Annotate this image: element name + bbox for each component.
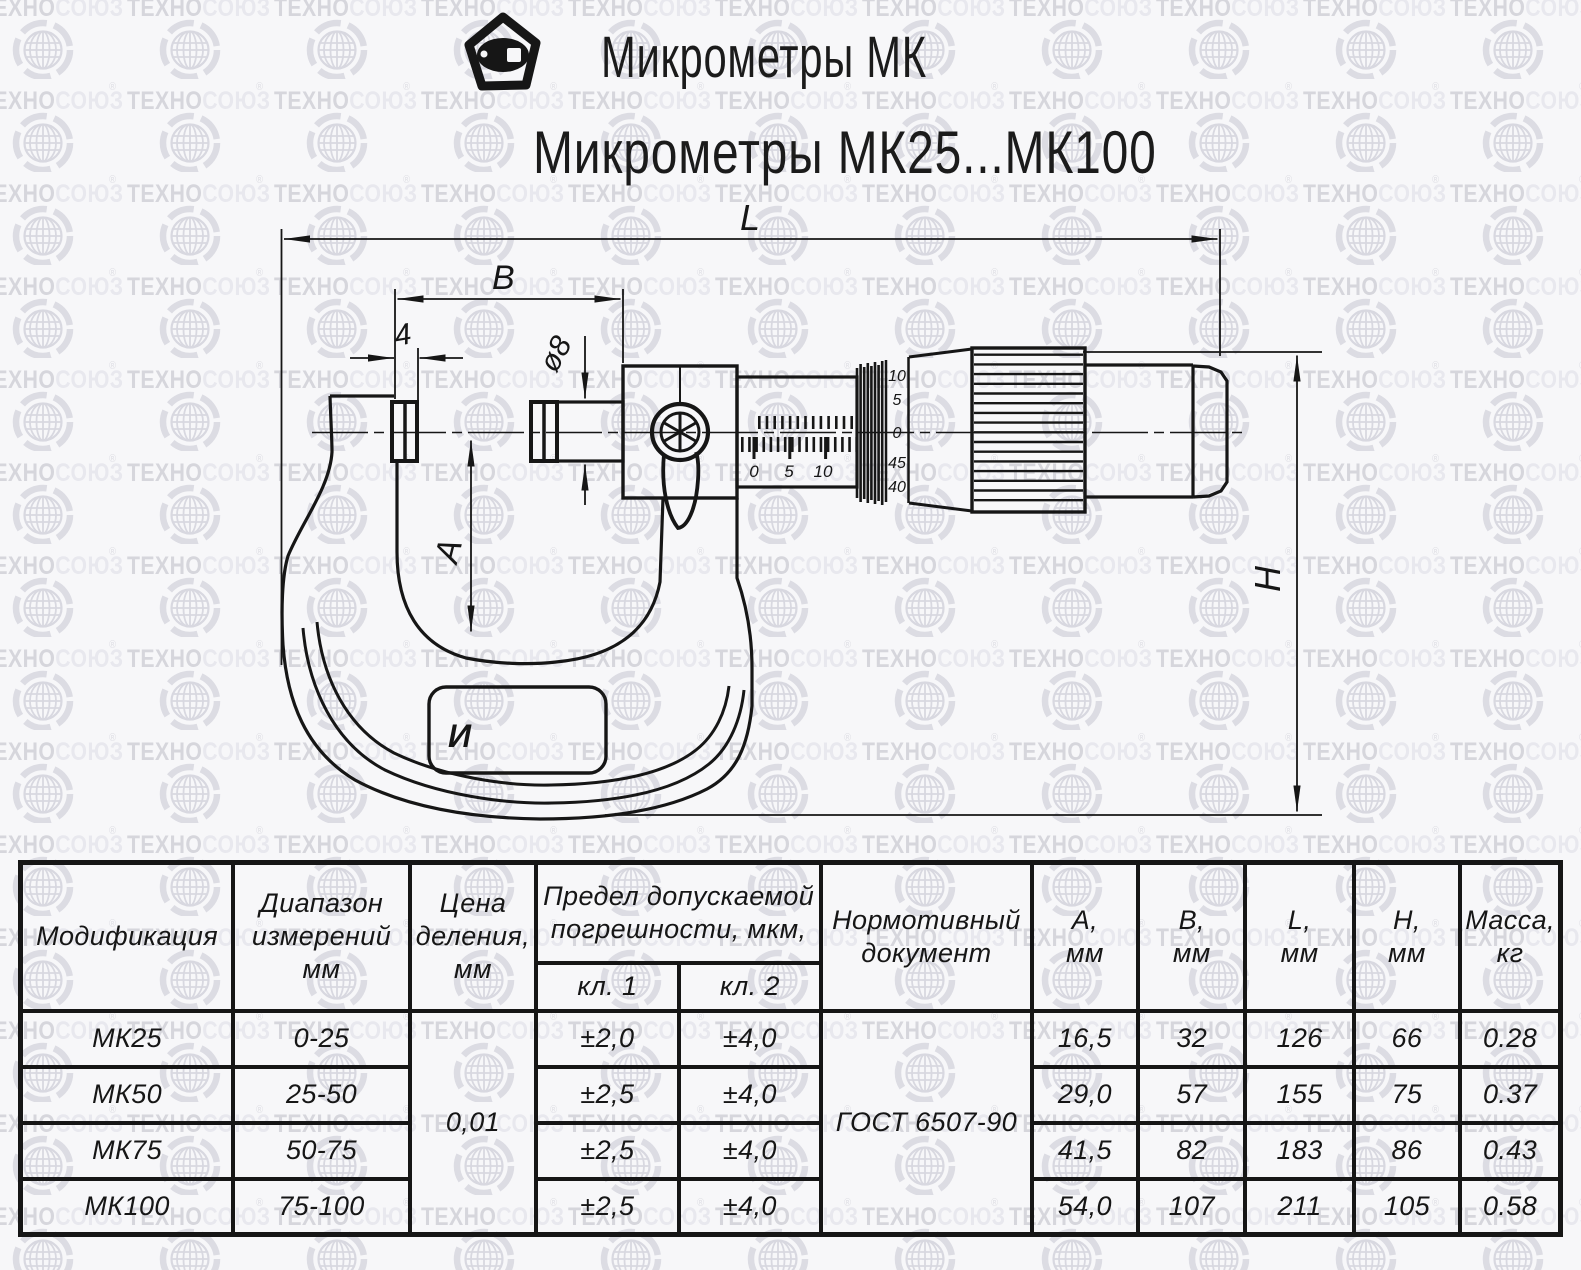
cell-h: 75: [1354, 1067, 1460, 1123]
header-a: А, мм: [1032, 863, 1138, 1011]
header-class2: кл. 2: [679, 963, 821, 1011]
table-row: [21, 1179, 1561, 1235]
cell-b: 107: [1138, 1179, 1245, 1235]
cell-cl2: ±4,0: [679, 1123, 821, 1179]
header-modification: Модификация: [21, 863, 234, 1011]
cell-range: 0-25: [233, 1011, 410, 1067]
cell-cl2: ±4,0: [679, 1067, 821, 1123]
cell-range: 75-100: [233, 1179, 410, 1235]
cell-l: 183: [1245, 1123, 1353, 1179]
dim-label-H: H: [1247, 566, 1288, 592]
dim-label-A: A: [427, 535, 470, 567]
dimension-H: [605, 352, 1322, 815]
table-row: [21, 1067, 1561, 1123]
sleeve-scale-10: 10: [813, 462, 833, 481]
sleeve-scale-0: 0: [749, 462, 759, 481]
header-division: Цена деления, мм: [410, 863, 536, 1011]
page-title: Микрометры МК: [601, 25, 927, 90]
specification-table: [18, 860, 1563, 1237]
cell-l: 211: [1245, 1179, 1353, 1235]
header-error-limit: Предел допускаемой погрешности, мкм,: [536, 863, 821, 963]
svg-text:5: 5: [892, 392, 902, 409]
dimension-A: [427, 441, 471, 632]
cell-document-value: ГОСТ 6507-90: [821, 1011, 1032, 1235]
cell-cl2: ±4,0: [679, 1011, 821, 1067]
dimension-B: [395, 259, 623, 399]
table-row: [21, 1011, 1561, 1067]
frame-maker-mark: И: [448, 718, 472, 754]
cell-a: 54,0: [1032, 1179, 1138, 1235]
cell-h: 66: [1354, 1011, 1460, 1067]
dimension-L: [282, 197, 1221, 665]
cell-mass: 0.58: [1460, 1179, 1560, 1235]
cell-l: 155: [1245, 1067, 1353, 1123]
dim-label-d8: ø8: [533, 330, 579, 378]
cell-mass: 0.28: [1460, 1011, 1560, 1067]
header-document: Нормотивный документ: [821, 863, 1032, 1011]
cell-cl1: ±2,5: [536, 1067, 678, 1123]
spindle: [531, 402, 623, 461]
header-mass: Масса, кг: [1460, 863, 1560, 1011]
clamp-lever: [652, 366, 708, 528]
cell-mass: 0.37: [1460, 1067, 1560, 1123]
cell-model: МК100: [21, 1179, 234, 1235]
cell-b: 57: [1138, 1067, 1245, 1123]
cell-h: 86: [1354, 1123, 1460, 1179]
header-h: Н, мм: [1354, 863, 1460, 1011]
cell-h: 105: [1354, 1179, 1460, 1235]
cell-cl1: ±2,5: [536, 1179, 678, 1235]
cell-l: 126: [1245, 1011, 1353, 1067]
header-b: В, мм: [1138, 863, 1245, 1011]
header-row-1: [21, 863, 1561, 963]
cell-division-value: 0,01: [410, 1011, 536, 1235]
header-l: L, мм: [1245, 863, 1353, 1011]
svg-text:0: 0: [892, 425, 902, 442]
anvil: [392, 402, 417, 461]
thimble-cone: [909, 349, 972, 511]
cell-model: МК50: [21, 1067, 234, 1123]
cell-b: 32: [1138, 1011, 1245, 1067]
sleeve-scale-5: 5: [784, 462, 794, 481]
cell-a: 16,5: [1032, 1011, 1138, 1067]
svg-text:40: 40: [888, 479, 906, 496]
cell-b: 82: [1138, 1123, 1245, 1179]
table-row: [21, 1123, 1561, 1179]
cell-model: МК25: [21, 1011, 234, 1067]
dimension-d8: [533, 331, 585, 505]
cell-cl2: ±4,0: [679, 1179, 821, 1235]
cell-mass: 0.43: [1460, 1123, 1560, 1179]
ratchet-cap: [1193, 365, 1227, 497]
cell-model: МК75: [21, 1123, 234, 1179]
knurled-grip: [972, 348, 1085, 512]
svg-text:10: 10: [888, 368, 906, 385]
cell-cl1: ±2,0: [536, 1011, 678, 1067]
dimension-4: [350, 318, 463, 400]
cell-a: 29,0: [1032, 1067, 1138, 1123]
header-class1: кл. 1: [536, 963, 678, 1011]
cell-range: 50-75: [233, 1123, 410, 1179]
svg-text:45: 45: [888, 455, 906, 472]
cell-a: 41,5: [1032, 1123, 1138, 1179]
ratchet-barrel: [1085, 365, 1227, 497]
micrometer-technical-drawing: [0, 195, 1581, 855]
cell-cl1: ±2,5: [536, 1123, 678, 1179]
page-subtitle: Микрометры МК25...МК100: [533, 119, 1157, 186]
dim-label-4: 4: [391, 317, 414, 353]
dim-label-B: B: [492, 259, 515, 297]
header-range: Диапазон измерений мм: [233, 863, 410, 1011]
cell-range: 25-50: [233, 1067, 410, 1123]
dim-label-L: L: [740, 197, 761, 238]
brand-logo-icon: [461, 12, 545, 96]
